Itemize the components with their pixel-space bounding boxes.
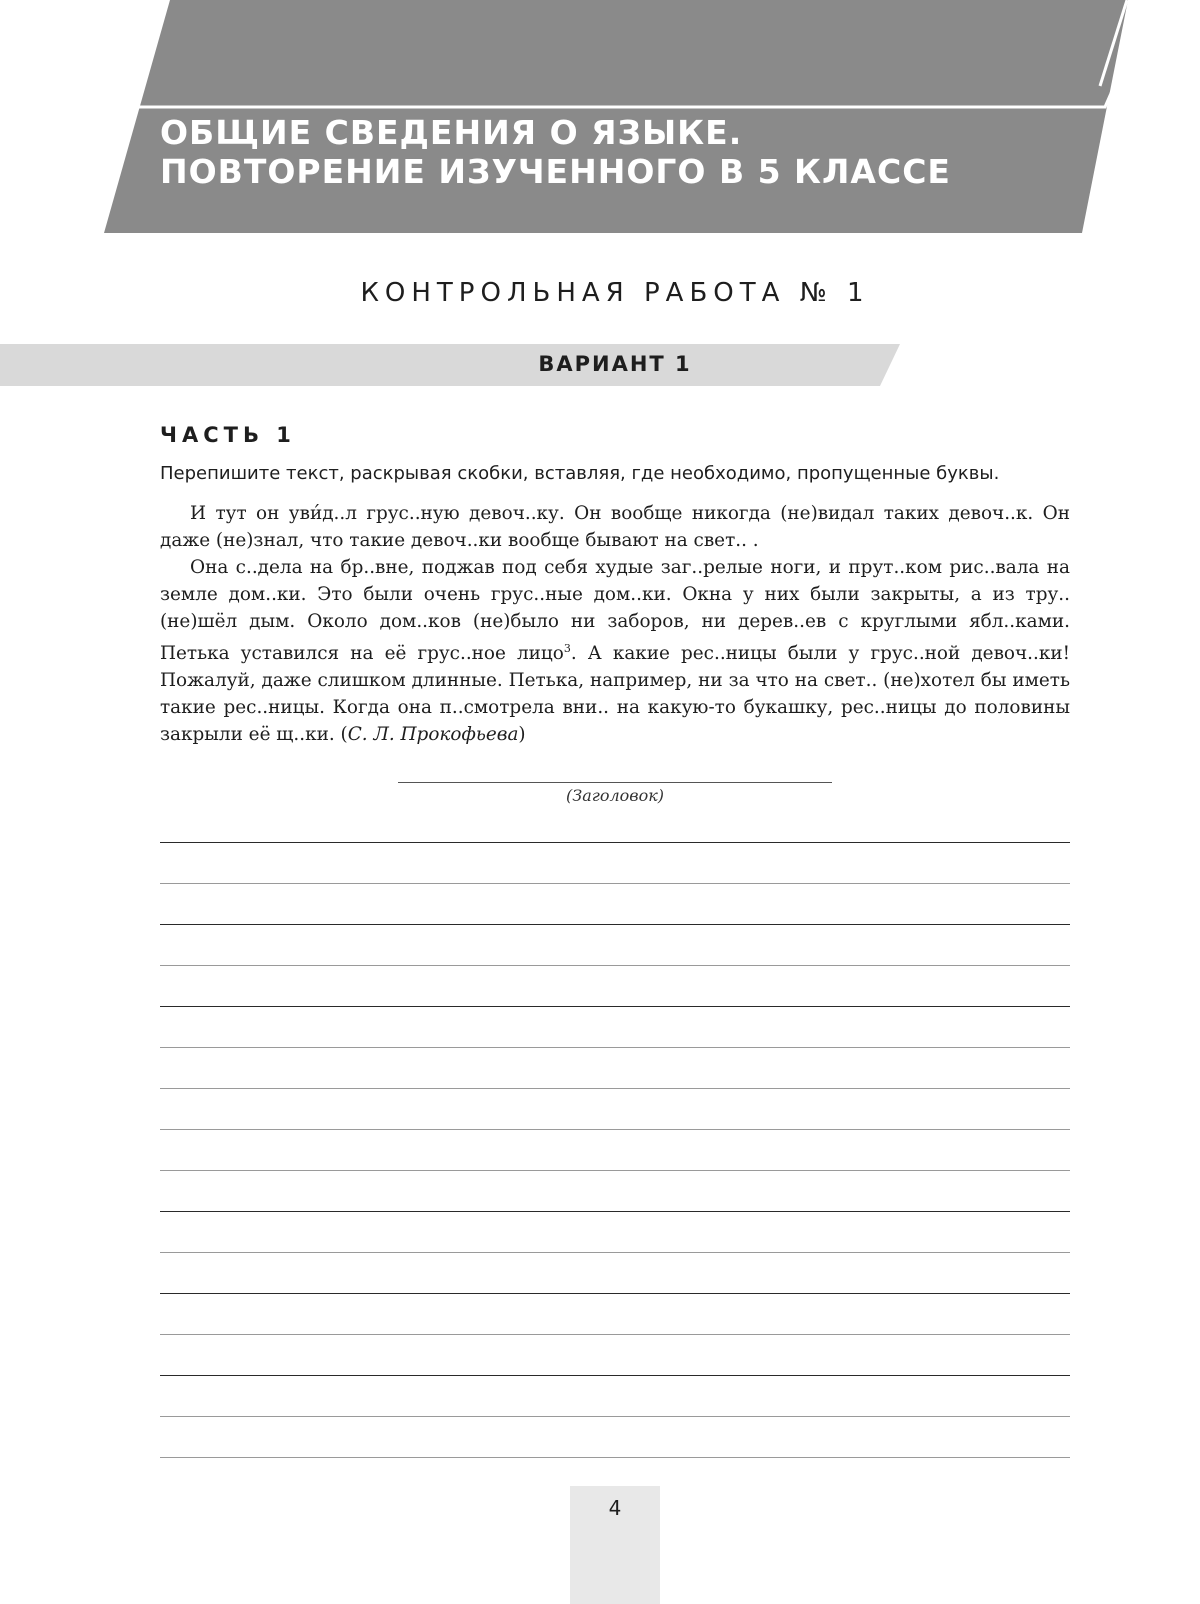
text-author: С. Л. Прокофьева xyxy=(347,724,519,746)
answer-line[interactable] xyxy=(160,1252,1070,1253)
answer-line[interactable] xyxy=(160,1334,1070,1335)
page-number: 4 xyxy=(608,1496,622,1520)
text-paragraph-1: И тут он уви́д..л грус..ную девоч..ку. Он вообще никогда (не)видал таких девоч..к. Он даже (не)знал, что такие девоч..ки вообще бывают на свет.. . xyxy=(160,503,1070,551)
part-heading: ЧАСТЬ 1 xyxy=(160,423,296,447)
page-number-box xyxy=(570,1486,660,1604)
answer-line[interactable] xyxy=(160,1088,1070,1089)
answer-line[interactable] xyxy=(160,1293,1070,1294)
answer-line[interactable] xyxy=(160,1006,1070,1007)
heading-caption: (Заголовок) xyxy=(565,786,665,805)
chapter-title-line1: ОБЩИЕ СВЕДЕНИЯ О ЯЗЫКЕ. xyxy=(160,113,743,152)
closing-paren: ) xyxy=(518,724,526,746)
task-instruction: Перепишите текст, раскрывая скобки, вставляя, где необходимо, пропущенные буквы. xyxy=(160,463,1000,484)
answer-line[interactable] xyxy=(160,1375,1070,1376)
dictation-text xyxy=(160,500,1070,748)
answer-line[interactable] xyxy=(160,1129,1070,1130)
answer-line[interactable] xyxy=(160,883,1070,884)
answer-lines[interactable] xyxy=(160,842,1070,1442)
work-title: КОНТРОЛЬНАЯ РАБОТА № 1 xyxy=(360,278,870,308)
heading-input-line[interactable] xyxy=(398,782,832,783)
footnote-mark: 3 xyxy=(563,642,571,655)
chapter-banner xyxy=(0,0,1200,240)
answer-line[interactable] xyxy=(160,1457,1070,1458)
answer-line[interactable] xyxy=(160,842,1070,843)
answer-line[interactable] xyxy=(160,1416,1070,1417)
text-paragraph-2 xyxy=(160,554,1070,748)
text-paragraph-2-part1: Она с..дела на бр..вне, поджав под себя худые заг..релые ноги, и прут..ком рис..вала на земле дом..ки. Это были очень грус..ные дом..ки. Окна у них были закрыты, а из тру.. (не)шёл дым. Около дом..ков (не)было ни заборов, ни дерев..ев с круглыми ябл..ками. Петька уставился на её грус..ное лицо xyxy=(160,557,1070,665)
answer-line[interactable] xyxy=(160,924,1070,925)
text-paragraph-2-part2: . А какие рес..ницы были у грус..ной девоч..ки! Пожалуй, даже слишком длинные. Петька, например, ни за что на свет.. (не)хотел бы иметь такие рес..ницы. Когда она п..смотрела вни.. на какую-то букашку, рес..ницы до половины закрыли её щ..ки. ( xyxy=(160,643,1070,746)
answer-line[interactable] xyxy=(160,965,1070,966)
chapter-title-line2: ПОВТОРЕНИЕ ИЗУЧЕННОГО В 5 КЛАССЕ xyxy=(160,152,951,191)
answer-line[interactable] xyxy=(160,1170,1070,1171)
answer-line[interactable] xyxy=(160,1211,1070,1212)
variant-label: ВАРИАНТ 1 xyxy=(538,352,692,376)
answer-line[interactable] xyxy=(160,1047,1070,1048)
chapter-title xyxy=(160,113,951,191)
